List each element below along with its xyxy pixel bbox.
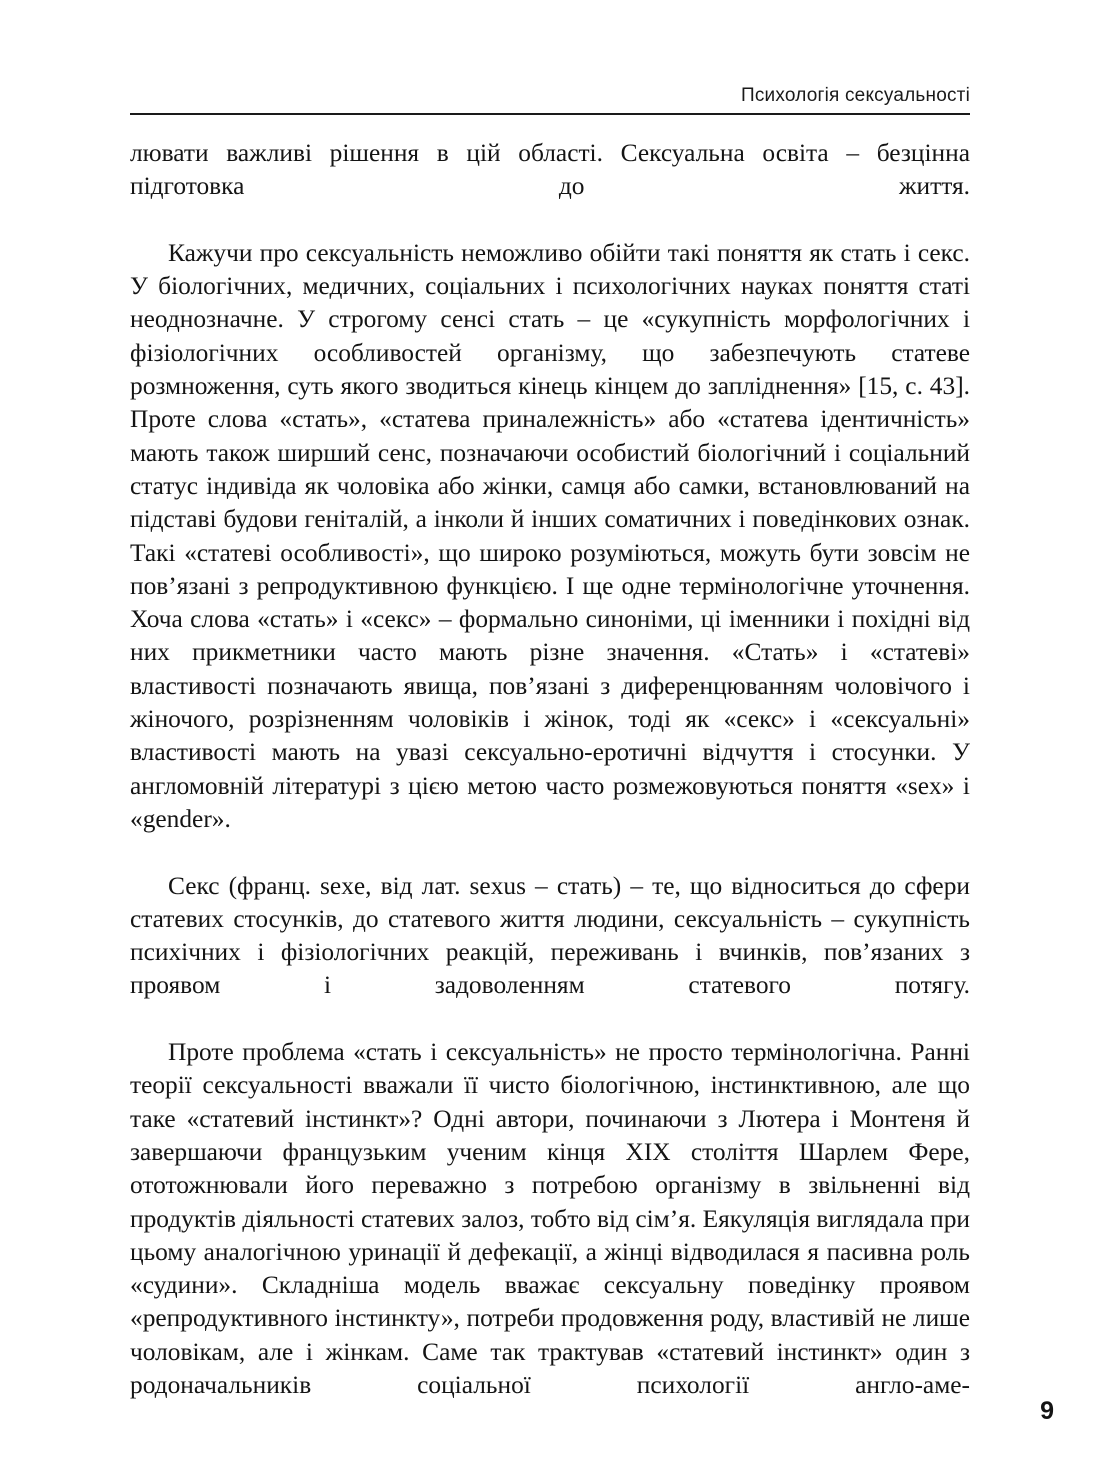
paragraph-sex-definition: Секс (франц. sexe, від лат. sexus – стать) – те, що відноситься до сфери статевих стосунків, до статевого життя людини, сексуальність – сукупність психічних і фізіологічних реакцій, переживань і вчинків, пов’язаних з проявом і задоволенням статевого потягу.	[130, 871, 970, 1000]
running-head	[130, 84, 970, 115]
body-text-block	[130, 137, 970, 1436]
page-number: 9	[1040, 1397, 1054, 1425]
paragraph-gender-sex-concepts: Кажучи про сексуальність неможливо обійти такі поняття як стать і секс. У біологічних, медичних, соціальних і психологічних науках поняття статі неоднозначне. У строгому сенсі стать – це «сукупність морфологічних і фізіологічних особливостей організму, що забезпечують статеве розмноження, суть якого зводиться кінець кінцем до запліднення» [15, с. 43]. Проте слова «стать», «статева приналежність» або «статева ідентичність» мають також ширший сенс, позначаючи особистий біологічний і соціальний статус індивіда як чоловіка або жінки, самця або самки, встановлюваний на підставі будови геніталій, а інколи й інших соматичних і поведінкових ознак. Такі «статеві особливості», що широко розуміються, можуть бути зовсім не пов’язані з репродуктивною функцією. І ще одне термінологічне уточнення. Хоча слова «стать» і «секс» – формально синоніми, ці іменники і похідні від них прикметники часто мають різне значення. «Стать» і «статеві» властивості позначають явища, пов’язані з диференцюванням чоловічого і жіночого, розрізненням чоловіків і жінок, тоді як «секс» і «сексуальні» властивості мають на увазі сексуально-еротичні відчуття і стосунки. У англомовній літературі з цією метою часто розмежовуються поняття «sex» і «gender».	[130, 238, 970, 833]
running-head-title: Психологія сексуальності	[740, 85, 970, 106]
paragraph-sexual-instinct: Проте проблема «стать і сексуальність» не просто термінологічна. Ранні теорії сексуальності вважали її чисто біологічною, інстинктивною, але що таке «статевий інстинкт»? Одні автори, починаючи з Лютера і Монтеня й завершаючи французьким ученим кінця XIX століття Шарлем Фере, ототожнювали його переважно з потребою організму в звільненні від продуктів діяльності статевих залоз, тобто від сім’я. Еякуляція виглядала при цьому аналогічною уринації й дефекації, а жінці відводилася я пасивна роль «судини». Складніша модель вважає сексуальну поведінку проявом «репродуктивного інстинкту», потреби продовження роду, властивій не лише чоловікам, але і жінкам. Саме так трактував «статевий інстинкт» один з родоначальників соціальної психології англо-аме-	[130, 1038, 970, 1399]
paragraph-continuation: лювати важливі рішення в цій області. Сексуальна освіта – безцінна підготовка до життя.	[130, 139, 970, 201]
running-head-divider	[130, 113, 970, 115]
